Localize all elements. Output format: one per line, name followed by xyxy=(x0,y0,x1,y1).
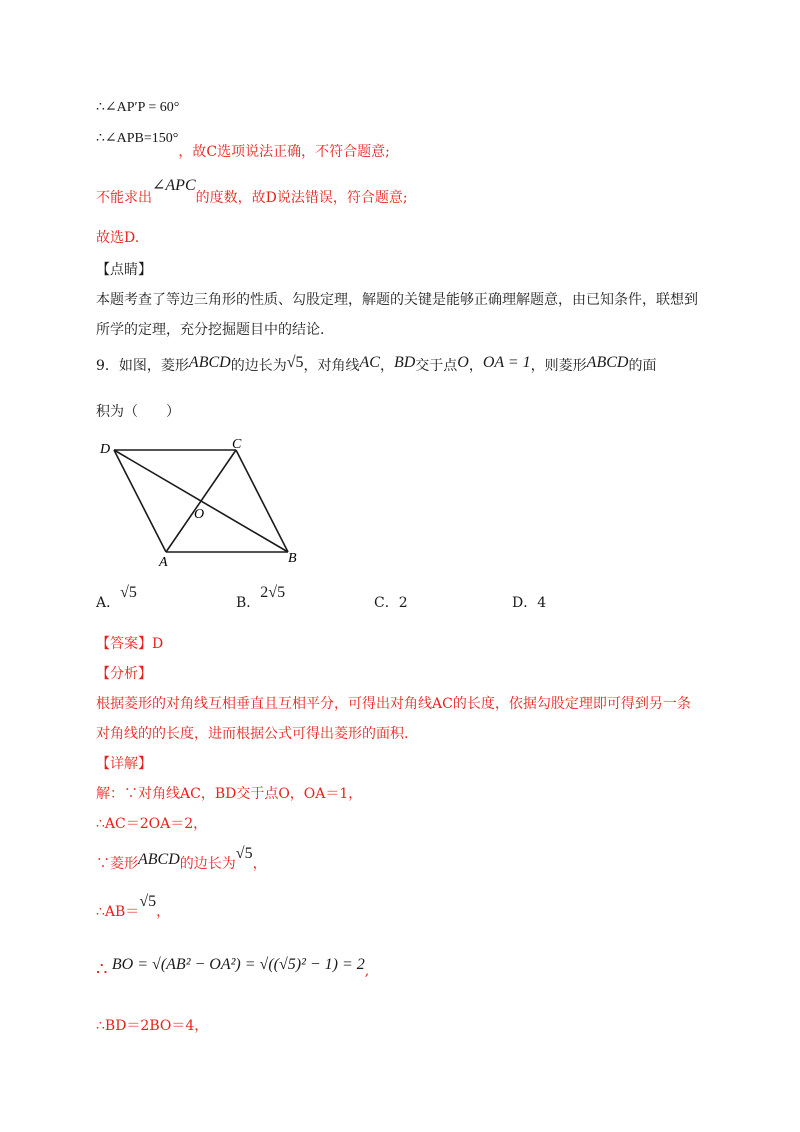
step3-sqrt5: √5 xyxy=(235,845,253,862)
question-9-line-1 xyxy=(96,356,656,376)
q9-ac: AC xyxy=(359,354,380,371)
q9-number: 9．如图，菱形 xyxy=(96,358,189,374)
option-a-key: A． xyxy=(96,595,121,611)
option-b xyxy=(236,584,286,612)
option-d-text-b: 的度数，故D说法错误，符合题意; xyxy=(195,190,408,206)
label-a: A xyxy=(159,555,168,570)
detail-step-4 xyxy=(96,893,171,922)
q9-t4: 交于点 xyxy=(415,358,458,374)
line-choose-d: 故选D. xyxy=(96,230,140,246)
step4-text-b: ， xyxy=(156,904,171,920)
q9-o: O xyxy=(457,354,469,371)
q9-t7: 的面 xyxy=(628,358,657,374)
rhombus-figure xyxy=(96,436,308,570)
detail-heading: 【详解】 xyxy=(96,756,152,772)
q9-t5: ， xyxy=(468,358,483,374)
label-b: B xyxy=(288,551,297,566)
option-c-key: C． xyxy=(374,595,399,611)
step3-text-c: ， xyxy=(252,856,267,872)
label-c: C xyxy=(232,437,242,452)
step5-comma: , xyxy=(364,963,370,979)
detail-step-3 xyxy=(96,845,267,874)
label-o: O xyxy=(194,507,205,522)
detail-step-6: ∴BD＝2BO＝4， xyxy=(96,1018,209,1034)
analysis-line-2: 对角线的的长度，进而根据公式可得出菱形的面积. xyxy=(96,726,409,742)
q9-sqrt5: √5 xyxy=(286,354,304,371)
q9-oa: OA = 1 xyxy=(482,354,531,371)
analysis-heading: 【分析】 xyxy=(96,666,152,682)
option-d-value: 4 xyxy=(537,595,547,611)
option-c-verdict: ，故C选项说法正确，不符合题意; xyxy=(178,144,390,160)
option-b-key: B． xyxy=(236,595,261,611)
comment-heading: 【点睛】 xyxy=(96,262,152,278)
line-angle-app: ∴∠AP′P = 60° xyxy=(96,100,180,115)
step4-text-a: ∴AB＝ xyxy=(96,904,140,920)
comment-line-1: 本题考查了等边三角形的性质、勾股定理，解题的关键是能够正确理解题意，由已知条件，联想到 xyxy=(96,292,698,308)
q9-abcd: ABCD xyxy=(188,354,231,371)
option-d xyxy=(512,592,546,612)
option-a-value: √5 xyxy=(120,584,137,601)
detail-step-1: 解：∵对角线AC，BD交于点O，OA＝1， xyxy=(96,786,363,802)
option-c xyxy=(374,592,408,612)
q9-t2: ，对角线 xyxy=(303,358,360,374)
analysis-line-1: 根据菱形的对角线互相垂直且互相平分，可得出对角线AC的长度，依据勾股定理即可得到另一条 xyxy=(96,696,691,712)
q9-t1: 的边长为 xyxy=(230,358,287,374)
question-9-line-2: 积为（ ） xyxy=(96,404,180,420)
option-d-text-a: 不能求出 xyxy=(96,190,152,206)
option-b-value: 2√5 xyxy=(260,584,286,601)
step3-text-a: ∵菱形 xyxy=(96,856,138,872)
option-c-value: 2 xyxy=(398,595,408,611)
label-d: D xyxy=(100,442,111,457)
step5-therefore: ∴ xyxy=(96,959,108,980)
option-a xyxy=(96,584,137,612)
step4-sqrt5: √5 xyxy=(139,893,157,910)
detail-step-2: ∴AC＝2OA＝2， xyxy=(96,816,208,832)
q9-t6: ，则菱形 xyxy=(530,358,587,374)
angle-apc-math: ∠APC xyxy=(152,177,196,194)
line-option-d xyxy=(96,177,408,208)
step3-abcd: ABCD xyxy=(138,851,180,868)
step5-equation: BO = √(AB² − OA²) = √((√5)² − 1) = 2 xyxy=(111,956,365,973)
option-d-key: D． xyxy=(512,595,538,611)
q9-t3: ， xyxy=(379,358,394,374)
detail-step-5 xyxy=(96,954,370,980)
q9-bd: BD xyxy=(393,354,416,371)
angle-apb-text: ∴∠APB=150° xyxy=(96,131,179,146)
q9-abcd-2: ABCD xyxy=(586,354,629,371)
answer-line: 【答案】D xyxy=(96,636,164,652)
comment-line-2: 所学的定理，充分挖掘题目中的结论. xyxy=(96,322,325,338)
line-angle-apb xyxy=(96,128,390,160)
step3-text-b: 的边长为 xyxy=(179,856,236,872)
